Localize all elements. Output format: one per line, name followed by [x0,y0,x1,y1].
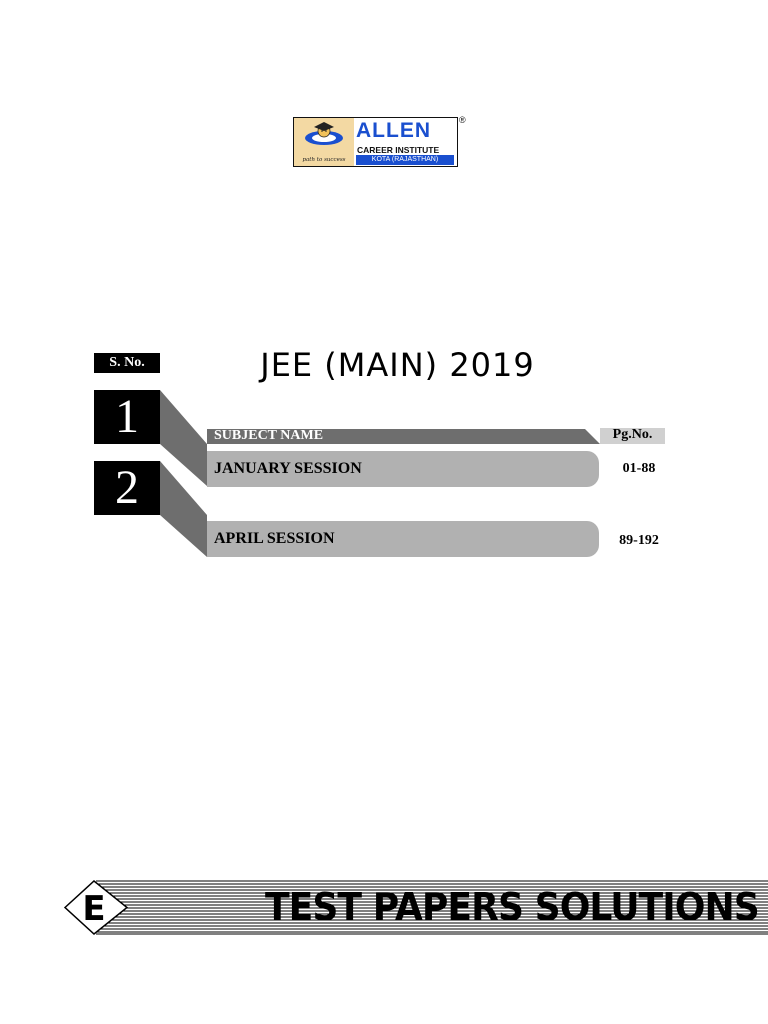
row-pages-2: 89-192 [619,533,659,548]
row-number-1: 1 [94,390,160,444]
row-number-2: 2 [94,461,160,515]
footer-letter: E [82,889,106,929]
logo-location: KOTA (RAJASTHAN) [356,155,454,165]
sno-label: S. No. [94,353,160,373]
logo-brand: ALLEN [356,119,431,142]
footer-diamond [64,880,128,935]
header-page-number: Pg.No. [612,427,653,442]
row-pages-1: 01-88 [622,461,656,476]
row-subject-1: JANUARY SESSION [214,460,362,477]
page-title: JEE (MAIN) 2019 [260,346,535,384]
logo-subtitle: CAREER INSTITUTE [357,145,440,155]
footer-title: TEST PAPERS SOLUTIONS [265,885,759,929]
row-subject-2: APRIL SESSION [214,530,335,547]
header-subject-name: SUBJECT NAME [214,428,324,443]
logo-tagline: path to success [302,157,346,163]
registered-mark: ® [459,115,466,125]
